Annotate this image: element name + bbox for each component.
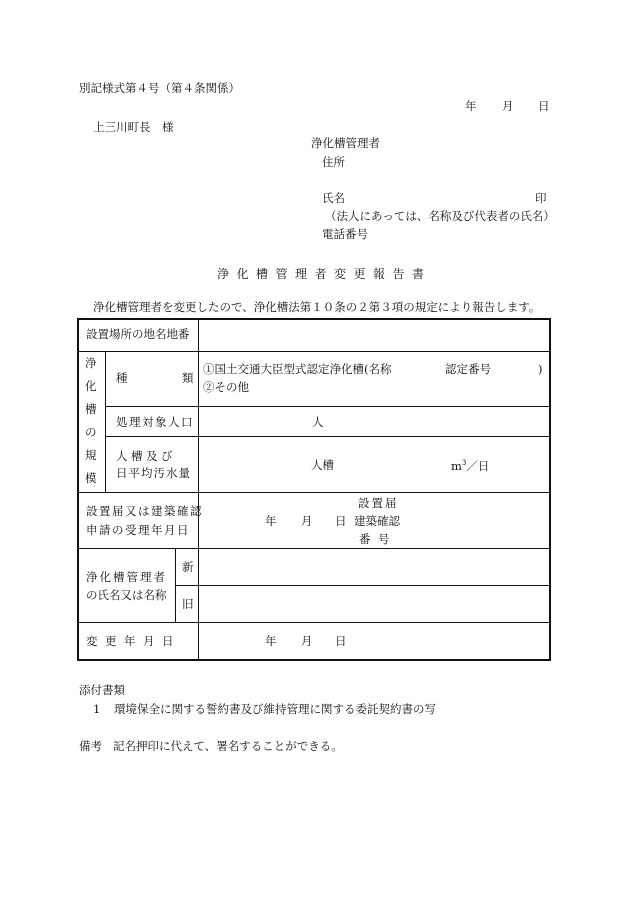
address-label: 住所 xyxy=(322,155,345,169)
permit-year: 年 xyxy=(265,514,277,528)
form-id: 別記様式第４号（第４条関係） xyxy=(79,81,240,95)
population-label: 処理対象人口 xyxy=(116,415,194,429)
date-year-label: 年 xyxy=(465,99,477,113)
date-month-label: 月 xyxy=(502,99,514,113)
row-line xyxy=(79,351,549,352)
phone-label: 電話番号 xyxy=(322,227,368,241)
row-line xyxy=(79,492,549,493)
manager-old-field[interactable] xyxy=(204,591,544,617)
tank-label-line2: 日平均汚水量 xyxy=(116,466,191,480)
permit-label-line2: 申請の受理年月日 xyxy=(86,523,190,537)
remarks-label: 備考 xyxy=(79,739,102,753)
tank-label-line1: 人槽及び xyxy=(116,449,176,463)
report-form-table xyxy=(77,318,551,661)
manager-old-label: 旧 xyxy=(182,597,194,611)
remarks-text: 記名押印に代えて、署名することができる。 xyxy=(113,739,343,753)
permit-type-line3: 番号 xyxy=(359,532,397,546)
table-divider-main xyxy=(198,320,199,659)
scale-char-2: 化 xyxy=(85,379,97,393)
attachment-item-text: 環境保全に関する誓約書及び維持管理に関する委託契約書の写 xyxy=(114,702,436,716)
row-line xyxy=(105,406,549,407)
attachments-heading: 添付書類 xyxy=(79,683,125,697)
addressee: 上三川町長 様 xyxy=(93,120,174,134)
change-year: 年 xyxy=(265,634,277,648)
seal-mark: 印 xyxy=(535,191,547,205)
permit-month: 月 xyxy=(301,514,313,528)
scale-char-1: 浄 xyxy=(85,356,97,370)
row-line xyxy=(79,548,549,549)
tank-unit: 人槽 xyxy=(311,458,334,472)
scale-char-6: 模 xyxy=(85,471,97,485)
intro-text: 浄化槽管理者を変更したので、浄化槽法第１０条の２第３項の規定により報告します。 xyxy=(93,300,541,314)
flow-unit: $m^3/$日 xyxy=(451,458,490,473)
change-month: 月 xyxy=(301,634,313,648)
manager-label-line2: の氏名又は名称 xyxy=(86,588,167,602)
permit-type-line1: 設置届 xyxy=(358,496,399,510)
type-label-right: 類 xyxy=(182,371,194,385)
manager-label-line1: 浄化槽管理者 xyxy=(86,570,167,584)
manager-new-label: 新 xyxy=(182,560,194,574)
row-line xyxy=(175,585,549,586)
type-option-1-close: ) xyxy=(538,362,543,376)
permit-type-line2: 建築確認 xyxy=(354,514,400,528)
scale-char-3: 槽 xyxy=(85,402,97,416)
type-option-2[interactable]: ②その他 xyxy=(203,380,249,394)
type-option-1[interactable]: ①国土交通大臣型式認定浄化槽(名称 xyxy=(203,362,392,376)
name-label: 氏名 xyxy=(322,191,345,205)
change-date-label: 変更年月日 xyxy=(86,634,181,648)
permit-day: 日 xyxy=(335,514,347,528)
date-day-label: 日 xyxy=(538,99,550,113)
table-divider-scale xyxy=(105,351,106,492)
location-label: 設置場所の地名地番 xyxy=(86,327,190,341)
type-label-left: 種 xyxy=(116,371,128,385)
location-field[interactable] xyxy=(204,325,544,345)
population-unit: 人 xyxy=(312,415,324,429)
scale-char-5: 規 xyxy=(85,448,97,462)
manager-new-field[interactable] xyxy=(204,554,544,580)
applicant-role: 浄化槽管理者 xyxy=(311,136,380,150)
permit-label-line1: 設置届又は建築確認 xyxy=(86,504,203,518)
row-line xyxy=(105,436,549,437)
scale-char-4: の xyxy=(85,425,97,439)
document-title: 浄化槽管理者変更報告書 xyxy=(217,267,432,281)
type-option-1-cert-label: 認定番号 xyxy=(445,362,491,376)
row-line xyxy=(79,622,549,623)
change-day: 日 xyxy=(335,634,347,648)
attachment-item-number: 1 xyxy=(93,702,101,716)
corporate-note: （法人にあっては、名称及び代表者の氏名） xyxy=(325,209,555,223)
